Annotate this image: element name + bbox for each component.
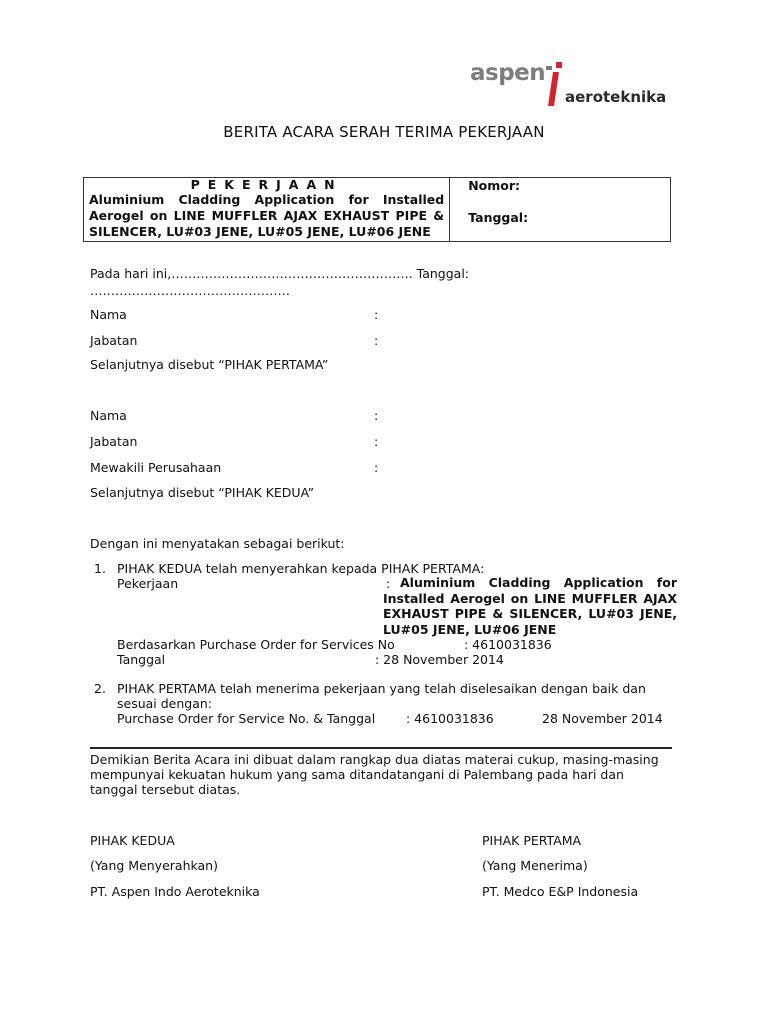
- item1-tanggal-label: Tanggal: [117, 652, 166, 667]
- document-title: BERITA ACARA SERAH TERIMA PEKERJAAN: [223, 123, 545, 141]
- sig-left-party: PIHAK KEDUA: [90, 833, 175, 848]
- sig-left-company: PT. Aspen Indo Aeroteknika: [90, 884, 260, 899]
- item2-po-label: Purchase Order for Service No. & Tanggal: [117, 711, 376, 726]
- party2-nama-label: Nama: [90, 408, 127, 423]
- sig-left-role: (Yang Menyerahkan): [90, 858, 218, 873]
- item2-text-line1: PIHAK PERTAMA telah menerima pekerjaan yang telah diselesaikan dengan baik dan: [117, 681, 646, 696]
- item1-po-label: Berdasarkan Purchase Order for Services No: [117, 637, 395, 652]
- sig-right-party: PIHAK PERTAMA: [482, 833, 582, 848]
- logo-aspen-text: aspen: [470, 60, 546, 86]
- item1-tanggal-value: : 28 November 2014: [375, 652, 504, 667]
- statement-intro: Dengan ini menyatakan sebagai berikut:: [90, 536, 345, 551]
- sig-right-company: PT. Medco E&P Indonesia: [482, 884, 639, 899]
- party1-jabatan-label: Jabatan: [90, 333, 138, 348]
- logo-aeroteknika-text: aeroteknika: [565, 88, 667, 106]
- party2-perusahaan-label: Mewakili Perusahaan: [90, 460, 222, 475]
- company-logo: [468, 58, 673, 118]
- party2-jabatan-colon: :: [374, 434, 379, 449]
- work-table: [83, 177, 671, 242]
- party2-nama-colon: :: [374, 408, 379, 423]
- closing-line-2: mempunyai kekuatan hukum yang sama ditandatangani di Palembang pada hari dan: [90, 767, 624, 782]
- divider: [90, 747, 672, 749]
- work-description: Aluminium Cladding Application for Installed Aerogel on LINE MUFFLER AJAX EXHAUST PIPE & SILENCER, LU#03 JENE, LU#05 JENE, LU#06 JENE: [84, 192, 450, 242]
- party1-closing: Selanjutnya disebut “PIHAK PERTAMA”: [90, 357, 329, 372]
- item2-po-value: : 4610031836: [406, 711, 494, 726]
- closing-line-1: Demikian Berita Acara ini dibuat dalam rangkap dua diatas materai cukup, masing-masing: [90, 752, 659, 767]
- item1-pekerjaan-colon: :: [386, 576, 391, 591]
- item2-number: 2.: [94, 681, 106, 696]
- item1-number: 1.: [94, 561, 106, 576]
- closing-line-3: tanggal tersebut diatas.: [90, 782, 241, 797]
- item1-pekerjaan-label: Pekerjaan: [117, 576, 179, 591]
- work-table-meta: [450, 178, 671, 242]
- party1-nama-colon: :: [374, 307, 379, 322]
- logo-mark-icon: [544, 60, 564, 108]
- party1-jabatan-colon: :: [374, 333, 379, 348]
- intro-line-2: …………………………………………: [90, 283, 290, 298]
- nomor-label: Nomor:: [468, 178, 521, 193]
- item2-po-date: 28 November 2014: [542, 711, 663, 726]
- item1-po-value: : 4610031836: [464, 637, 552, 652]
- work-table-header: PEKERJAAN: [84, 178, 450, 193]
- party2-closing: Selanjutnya disebut “PIHAK KEDUA”: [90, 485, 315, 500]
- party2-jabatan-label: Jabatan: [90, 434, 138, 449]
- item1-text: PIHAK KEDUA telah menyerahkan kepada PIHAK PERTAMA:: [117, 561, 485, 576]
- tanggal-label: Tanggal:: [468, 210, 529, 225]
- party1-nama-label: Nama: [90, 307, 127, 322]
- party2-perusahaan-colon: :: [374, 460, 379, 475]
- item1-pekerjaan-value: Aluminium Cladding Application for Installed Aerogel on LINE MUFFLER AJAX EXHAUST PIPE & SILENCER, LU#03 JENE, LU#05 JENE, LU#06 JENE: [383, 575, 677, 637]
- sig-right-role: (Yang Menerima): [482, 858, 588, 873]
- item2-text-line2: sesuai dengan:: [117, 696, 213, 711]
- intro-line-1: Pada hari ini,…………………………………………………. Tanggal:: [90, 266, 470, 281]
